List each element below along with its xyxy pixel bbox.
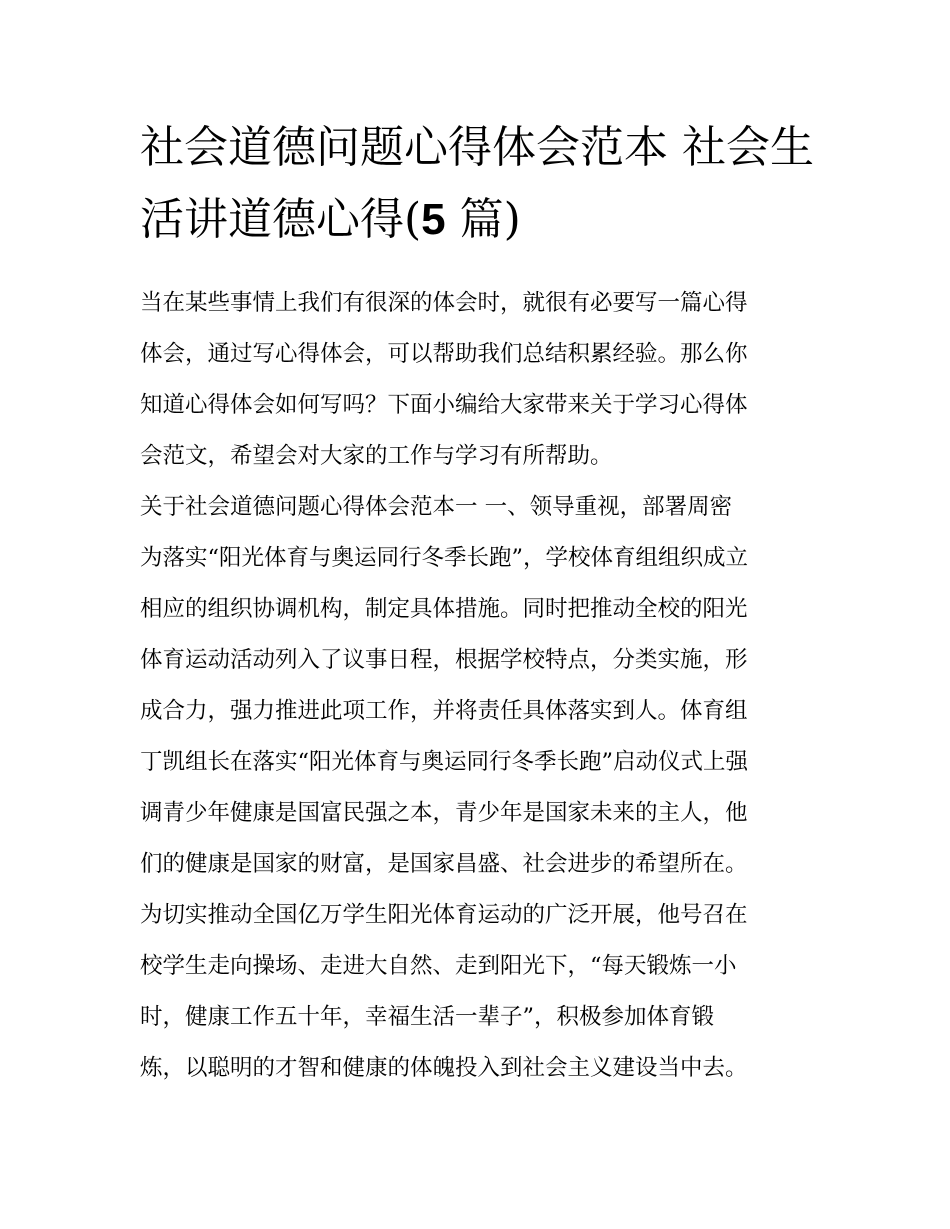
title-article-count: 5	[421, 195, 446, 244]
text-line: 体会，通过写心得体会，可以帮助我们总结积累经验。那么你	[140, 341, 748, 367]
document-body	[140, 278, 820, 1094]
title-text-suffix: 篇)	[445, 194, 521, 245]
text-line: 体育运动活动列入了议事日程，根据学校特点，分类实施，形	[140, 647, 748, 673]
text-line: 相应的组织协调机构，制定具体措施。同时把推动全校的阳光	[140, 596, 748, 622]
text-line: 知道心得体会如何写吗？下面小编给大家带来关于学习心得体	[140, 392, 748, 418]
text-line: 为落实“阳光体育与奥运同行冬季长跑”，学校体育组组织成立	[140, 545, 749, 571]
text-line: 调青少年健康是国富民强之本，青少年是国家未来的主人，他	[140, 800, 748, 826]
text-line: 时，健康工作五十年，幸福生活一辈子”，积极参加体育锻	[140, 1004, 715, 1030]
text-line: 当在某些事情上我们有很深的体会时，就很有必要写一篇心得	[140, 290, 748, 316]
text-line: 会范文，希望会对大家的工作与学习有所帮助。	[140, 443, 613, 469]
text-line: 成合力，强力推进此项工作，并将责任具体落实到人。体育组	[140, 698, 748, 724]
text-line: 丁凯组长在落实“阳光体育与奥运同行冬季长跑”启动仪式上强	[140, 749, 749, 775]
text-line: 校学生走向操场、走进大自然、走到阳光下，“每天锻炼一小	[140, 953, 737, 979]
text-line: 关于社会道德问题心得体会范本一 一、领导重视，部署周密	[140, 494, 733, 520]
document-title	[140, 112, 820, 256]
text-line: 炼，以聪明的才智和健康的体魄投入到社会主义建设当中去。	[140, 1055, 748, 1081]
sample-one-paragraph	[140, 482, 820, 1094]
text-line: 为切实推动全国亿万学生阳光体育运动的广泛开展，他号召在	[140, 902, 748, 928]
intro-paragraph	[140, 278, 820, 482]
text-line: 们的健康是国家的财富，是国家昌盛、社会进步的希望所在。	[140, 851, 748, 877]
title-text-main: 社会道德问题心得体会范本 社会生活讲道德心得(	[140, 122, 814, 245]
